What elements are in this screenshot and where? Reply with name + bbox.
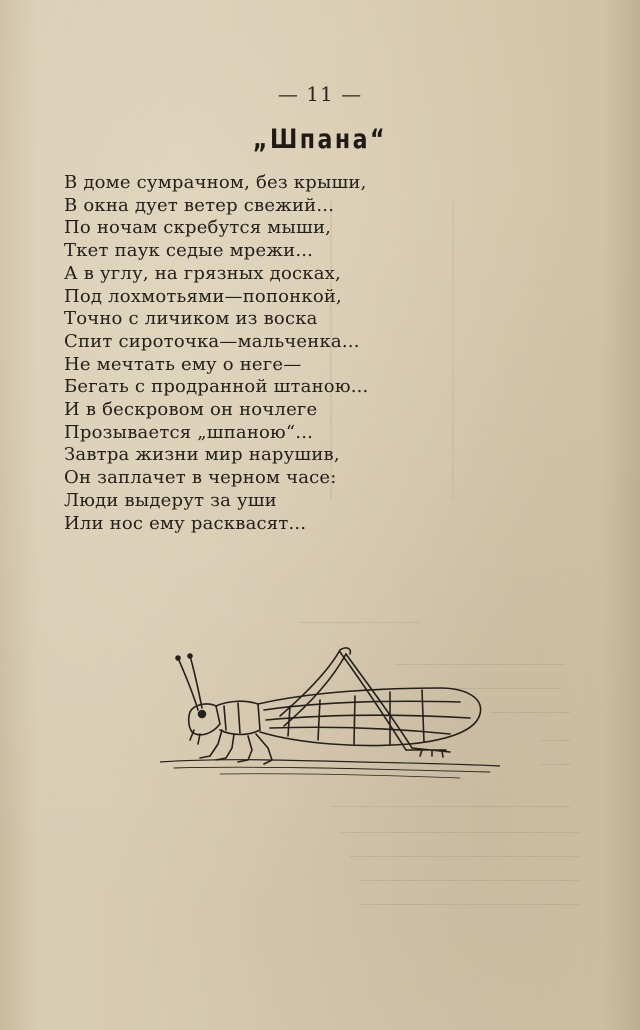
show-through-rule (540, 764, 570, 765)
poem-line: Бегать с продранной штаною... (64, 376, 369, 398)
poem-line: Люди выдерут за уши (64, 489, 277, 511)
poem-line: И в бескровом он ночлеге (64, 399, 318, 421)
show-through-rule (350, 856, 580, 857)
poem-line: Прозывается „шпаною“... (64, 421, 314, 443)
show-through-rule (540, 740, 570, 741)
poem-line: Спит сироточка—мальченка... (64, 330, 360, 352)
poem-line: Завтра жизни мир нарушив, (64, 444, 340, 466)
poem-line: Ткет паук седые мрежи... (64, 240, 314, 262)
show-through-rule (300, 622, 420, 623)
show-through-rule (330, 806, 570, 807)
show-through-rule (360, 904, 580, 905)
show-through-rule (360, 880, 580, 881)
poem-line: Не мечтать ему о неге— (64, 353, 302, 375)
poem-line: В доме сумрачном, без крыши, (64, 172, 367, 193)
poem-line: Или нос ему расквасят... (64, 512, 307, 534)
poem-line: В окна дует ветер свежий... (64, 194, 335, 216)
grasshopper-icon (160, 640, 500, 780)
page-number: — 11 — (277, 82, 363, 106)
poem-line: По ночам скребутся мыши, (64, 217, 332, 239)
show-through-rule (490, 712, 570, 713)
show-through-rule (340, 832, 580, 833)
poem-line: Под лохмотьями—попонкой, (64, 285, 342, 307)
poem-title: „Шпана“ (252, 124, 388, 155)
poem-line: Он заплачет в черном часе: (64, 467, 337, 489)
poem-line: Точно с личиком из воска (64, 308, 318, 330)
poem-line: А в углу, на грязных досках, (64, 262, 341, 284)
poem-text (64, 172, 368, 535)
